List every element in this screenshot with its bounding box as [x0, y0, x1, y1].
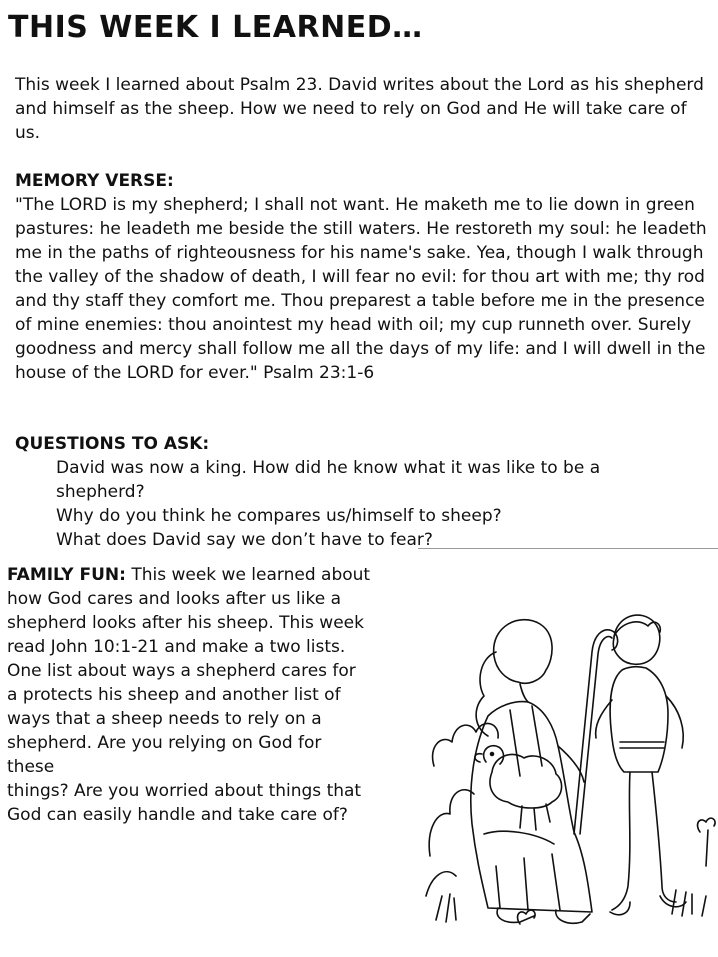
family-fun-line: shepherd looks after his sheep. This week	[7, 613, 364, 633]
grass-outline	[672, 890, 706, 916]
memory-verse-text: "The LORD is my shepherd; I shall not want. He maketh me to lie down in green pastures: he leadeth me beside the still waters. He restoreth my soul: he leadeth me in the paths of righteousness for his name's sake. Yea, though I walk through the valley of the shadow of death, I will fear no evil: for thou art with me; thy rod and thy staff they comfort me. Thou preparest a table before me in the presence of mine enemies: thou anointest my head with oil; my cup runneth over. Surely goodness and mercy shall follow me all the days of my life: and I will dwell in the house of the LORD for ever." Psalm 23:1-6	[15, 195, 707, 383]
family-fun-line: how God cares and looks after us like a	[7, 589, 341, 609]
robe-fold	[496, 854, 560, 910]
child-tunic	[610, 667, 668, 772]
shepherd-robe	[471, 702, 592, 912]
question-item: David was now a king. How did he know what it was like to be a shepherd?	[56, 458, 601, 502]
family-fun-line: read John 10:1-21 and make a two lists.	[7, 637, 346, 657]
family-fun-line: ways that a sheep needs to rely on a	[7, 709, 322, 729]
intro-paragraph: This week I learned about Psalm 23. David writes about the Lord as his shepherd and himself as the sheep. How we need to rely on God and He will take care of us.	[15, 75, 704, 143]
flower-stem	[706, 830, 708, 866]
child-belt	[620, 742, 664, 748]
section-divider	[418, 548, 718, 549]
family-fun-line: This week we learned about	[125, 565, 371, 585]
grass-outline	[436, 894, 456, 922]
grass-outline	[426, 872, 456, 896]
question-item: What does David say we don’t have to fear?	[56, 530, 433, 550]
questions-list	[56, 456, 656, 552]
family-fun-line: God can easily handle and take care of?	[7, 805, 348, 825]
bush-outline	[429, 790, 474, 856]
child-leg	[612, 772, 630, 910]
family-fun-line: these	[7, 757, 55, 777]
shepherd-head	[494, 620, 552, 684]
family-fun-first-line	[7, 563, 415, 587]
bush-outline	[433, 723, 499, 766]
family-fun-section	[7, 563, 415, 827]
shepherd-coloring-illustration	[424, 596, 718, 936]
family-fun-line: a protects his sheep and another list of	[7, 685, 341, 705]
family-fun-line: shepherd. Are you relying on God for	[7, 733, 322, 753]
question-item: Why do you think he compares us/himself to sheep?	[56, 506, 502, 526]
memory-verse-heading: MEMORY VERSE:	[15, 171, 174, 191]
lamb-eye	[491, 753, 494, 756]
robe-fold	[510, 706, 542, 776]
flower-outline	[698, 818, 716, 832]
child-leg	[652, 772, 676, 902]
family-fun-heading: FAMILY FUN:	[7, 565, 126, 585]
shepherd-neck	[520, 684, 528, 702]
page-title: THIS WEEK I LEARNED…	[8, 10, 423, 45]
child-hair	[614, 622, 660, 636]
robe-fold	[484, 831, 554, 844]
questions-heading: QUESTIONS TO ASK:	[15, 434, 210, 454]
lamb-ear	[475, 754, 482, 762]
family-fun-line: One list about ways a shepherd cares for	[7, 661, 356, 681]
family-fun-line: things? Are you worried about things that	[7, 781, 362, 801]
